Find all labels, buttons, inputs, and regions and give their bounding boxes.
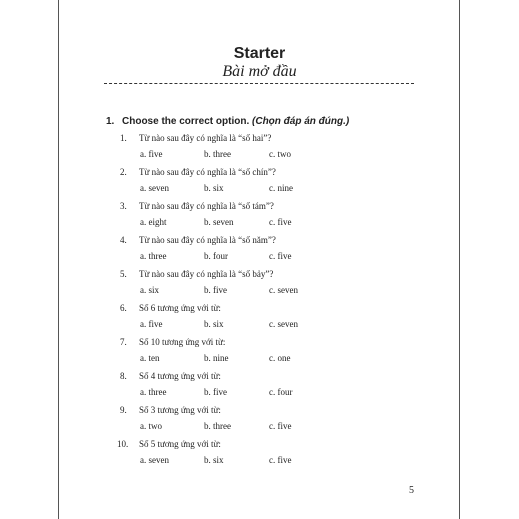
question-item xyxy=(0,201,519,231)
question-number: 2. xyxy=(120,167,127,177)
option-c[interactable]: c. four xyxy=(269,387,293,397)
question-text: Từ nào sau đây có nghĩa là “số tám”? xyxy=(139,201,274,211)
option-b[interactable]: b. five xyxy=(204,387,227,397)
question-item xyxy=(0,303,519,333)
option-a[interactable]: a. three xyxy=(140,387,167,397)
question-text: Số 3 tương ứng với từ: xyxy=(139,405,221,415)
option-a[interactable]: a. two xyxy=(140,421,162,431)
option-a[interactable]: a. three xyxy=(140,251,167,261)
question-number: 7. xyxy=(120,337,127,347)
question-item xyxy=(0,337,519,367)
question-text: Từ nào sau đây có nghĩa là “số hai”? xyxy=(139,133,272,143)
option-b[interactable]: b. four xyxy=(204,251,228,261)
question-number: 10. xyxy=(117,439,129,449)
option-a[interactable]: a. six xyxy=(140,285,159,295)
question-text: Số 4 tương ứng với từ: xyxy=(139,371,221,381)
page-title: Starter xyxy=(233,45,286,62)
question-text: Từ nào sau đây có nghĩa là “số chín”? xyxy=(139,167,276,177)
option-c[interactable]: c. seven xyxy=(269,319,298,329)
option-b[interactable]: b. six xyxy=(204,183,224,193)
question-number: 5. xyxy=(120,269,127,279)
question-number: 4. xyxy=(120,235,127,245)
question-text: Từ nào sau đây có nghĩa là “số năm”? xyxy=(139,235,276,245)
question-item xyxy=(0,167,519,197)
question-text: Từ nào sau đây có nghĩa là “số bảy”? xyxy=(139,269,274,279)
option-c[interactable]: c. two xyxy=(269,149,291,159)
question-item xyxy=(0,235,519,265)
option-b[interactable]: b. seven xyxy=(204,217,234,227)
question-text: Số 6 tương ứng với từ: xyxy=(139,303,221,313)
option-b[interactable]: b. five xyxy=(204,285,227,295)
question-number: 3. xyxy=(120,201,127,211)
question-item xyxy=(0,269,519,299)
option-c[interactable]: c. five xyxy=(269,217,292,227)
option-c[interactable]: c. five xyxy=(269,421,292,431)
option-a[interactable]: a. seven xyxy=(140,455,169,465)
dashed-divider xyxy=(104,83,414,84)
section-instruction: Choose the correct option. xyxy=(122,116,250,127)
section-number: 1. xyxy=(106,116,115,127)
option-b[interactable]: b. nine xyxy=(204,353,229,363)
option-b[interactable]: b. three xyxy=(204,149,231,159)
option-c[interactable]: c. five xyxy=(269,251,292,261)
question-item xyxy=(0,133,519,163)
option-b[interactable]: b. three xyxy=(204,421,231,431)
question-text: Số 5 tương ứng với từ: xyxy=(139,439,221,449)
option-a[interactable]: a. five xyxy=(140,319,163,329)
option-a[interactable]: a. seven xyxy=(140,183,169,193)
question-item xyxy=(0,371,519,401)
question-number: 8. xyxy=(120,371,127,381)
question-number: 9. xyxy=(120,405,127,415)
option-c[interactable]: c. five xyxy=(269,455,292,465)
option-c[interactable]: c. one xyxy=(269,353,291,363)
option-a[interactable]: a. five xyxy=(140,149,163,159)
section-heading xyxy=(106,116,349,127)
option-a[interactable]: a. ten xyxy=(140,353,160,363)
page-number: 5 xyxy=(409,485,414,496)
question-number: 1. xyxy=(120,133,127,143)
question-item xyxy=(0,405,519,435)
option-b[interactable]: b. six xyxy=(204,319,224,329)
option-c[interactable]: c. seven xyxy=(269,285,298,295)
option-c[interactable]: c. nine xyxy=(269,183,293,193)
question-item xyxy=(0,439,519,469)
option-a[interactable]: a. eight xyxy=(140,217,167,227)
question-number: 6. xyxy=(120,303,127,313)
section-hint: (Chọn đáp án đúng.) xyxy=(252,116,350,127)
option-b[interactable]: b. six xyxy=(204,455,224,465)
question-text: Số 10 tương ứng với từ: xyxy=(139,337,226,347)
page-subtitle: Bài mở đầu xyxy=(222,63,297,80)
